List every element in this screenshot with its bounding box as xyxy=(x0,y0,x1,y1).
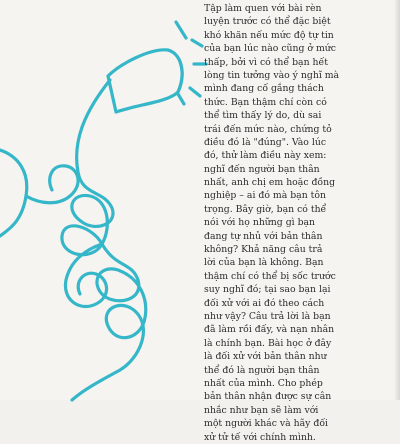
text-line: khó khăn nếu mức độ tự tin xyxy=(204,29,334,41)
text-line: bản thân nhận được sự cân xyxy=(204,391,332,403)
text-line: xử tử tế với chính mình. xyxy=(204,431,316,443)
splash-mark-2 xyxy=(192,40,202,46)
splash-mark-5 xyxy=(178,94,184,104)
text-line: suy nghĩ đó; tại sao bạn lại xyxy=(204,284,331,296)
text-line: nhất, anh chị em hoặc đồng xyxy=(204,177,336,189)
text-line: điều đó là "đúng". Vào lúc xyxy=(204,136,327,148)
text-line: trọng. Bây giờ, bạn có thể xyxy=(204,203,327,215)
text-line: thấp, bởi vì có thể bạn hết xyxy=(204,56,328,68)
text-line: nói với họ những gì bạn xyxy=(204,217,316,229)
text-line: nghĩ đến người bạn thân xyxy=(204,163,320,175)
text-line: đang tự nhủ với bản thân xyxy=(204,230,323,242)
text-line: của bạn lúc nào cũng ở mức xyxy=(204,43,336,55)
pour-stream-loop xyxy=(26,166,78,203)
body-text xyxy=(204,2,384,444)
cup-rim xyxy=(168,50,182,92)
text-line: lời của bạn là không. Bạn xyxy=(204,257,324,269)
text-line: trái đến mức nào, chứng tỏ xyxy=(204,123,332,135)
text-line: là đối xử với bản thân như xyxy=(204,351,327,363)
text-line: Tập làm quen với bài rèn xyxy=(204,3,322,14)
text-line: mình đang cố gắng thách xyxy=(204,83,324,95)
text-line: lòng tin tưởng vào ý nghĩ mà xyxy=(204,69,340,81)
text-line: là chính bạn. Bài học ở đây xyxy=(204,337,332,349)
text-line: đã làm rồi đấy, và nạn nhân xyxy=(204,324,335,336)
page-edge-shadow xyxy=(394,0,400,400)
text-line: nhắc như bạn sẽ làm với xyxy=(204,404,319,416)
text-line: thể tìm thấy lý do, dù sai xyxy=(204,110,322,122)
text-line: không? Khả năng câu trả xyxy=(204,244,323,256)
text-line: luyện trước có thể đặc biệt xyxy=(204,16,331,28)
text-line: thức. Bạn thậm chí còn có xyxy=(204,96,327,108)
text-line: thể đó là người bạn thân xyxy=(204,364,320,376)
splash-mark-1 xyxy=(176,22,186,38)
text-line: đó, thử làm điều này xem: xyxy=(204,150,327,162)
pour-stream-left xyxy=(0,150,27,236)
text-line: một người khác và hãy đối xyxy=(204,418,328,430)
text-line: nhất của mình. Cho phép xyxy=(204,377,323,389)
text-line: như vậy? Câu trả lời là bạn xyxy=(204,310,331,322)
text-line: thậm chí có thể bị sốc trước xyxy=(204,270,336,282)
text-line: đối xử với ai đó theo cách xyxy=(204,297,325,309)
splash-mark-4 xyxy=(190,88,200,96)
cup-icon xyxy=(108,50,182,112)
pour-stream xyxy=(62,80,146,400)
text-line: nghiệp – ai đó mà bạn tôn xyxy=(204,190,326,202)
